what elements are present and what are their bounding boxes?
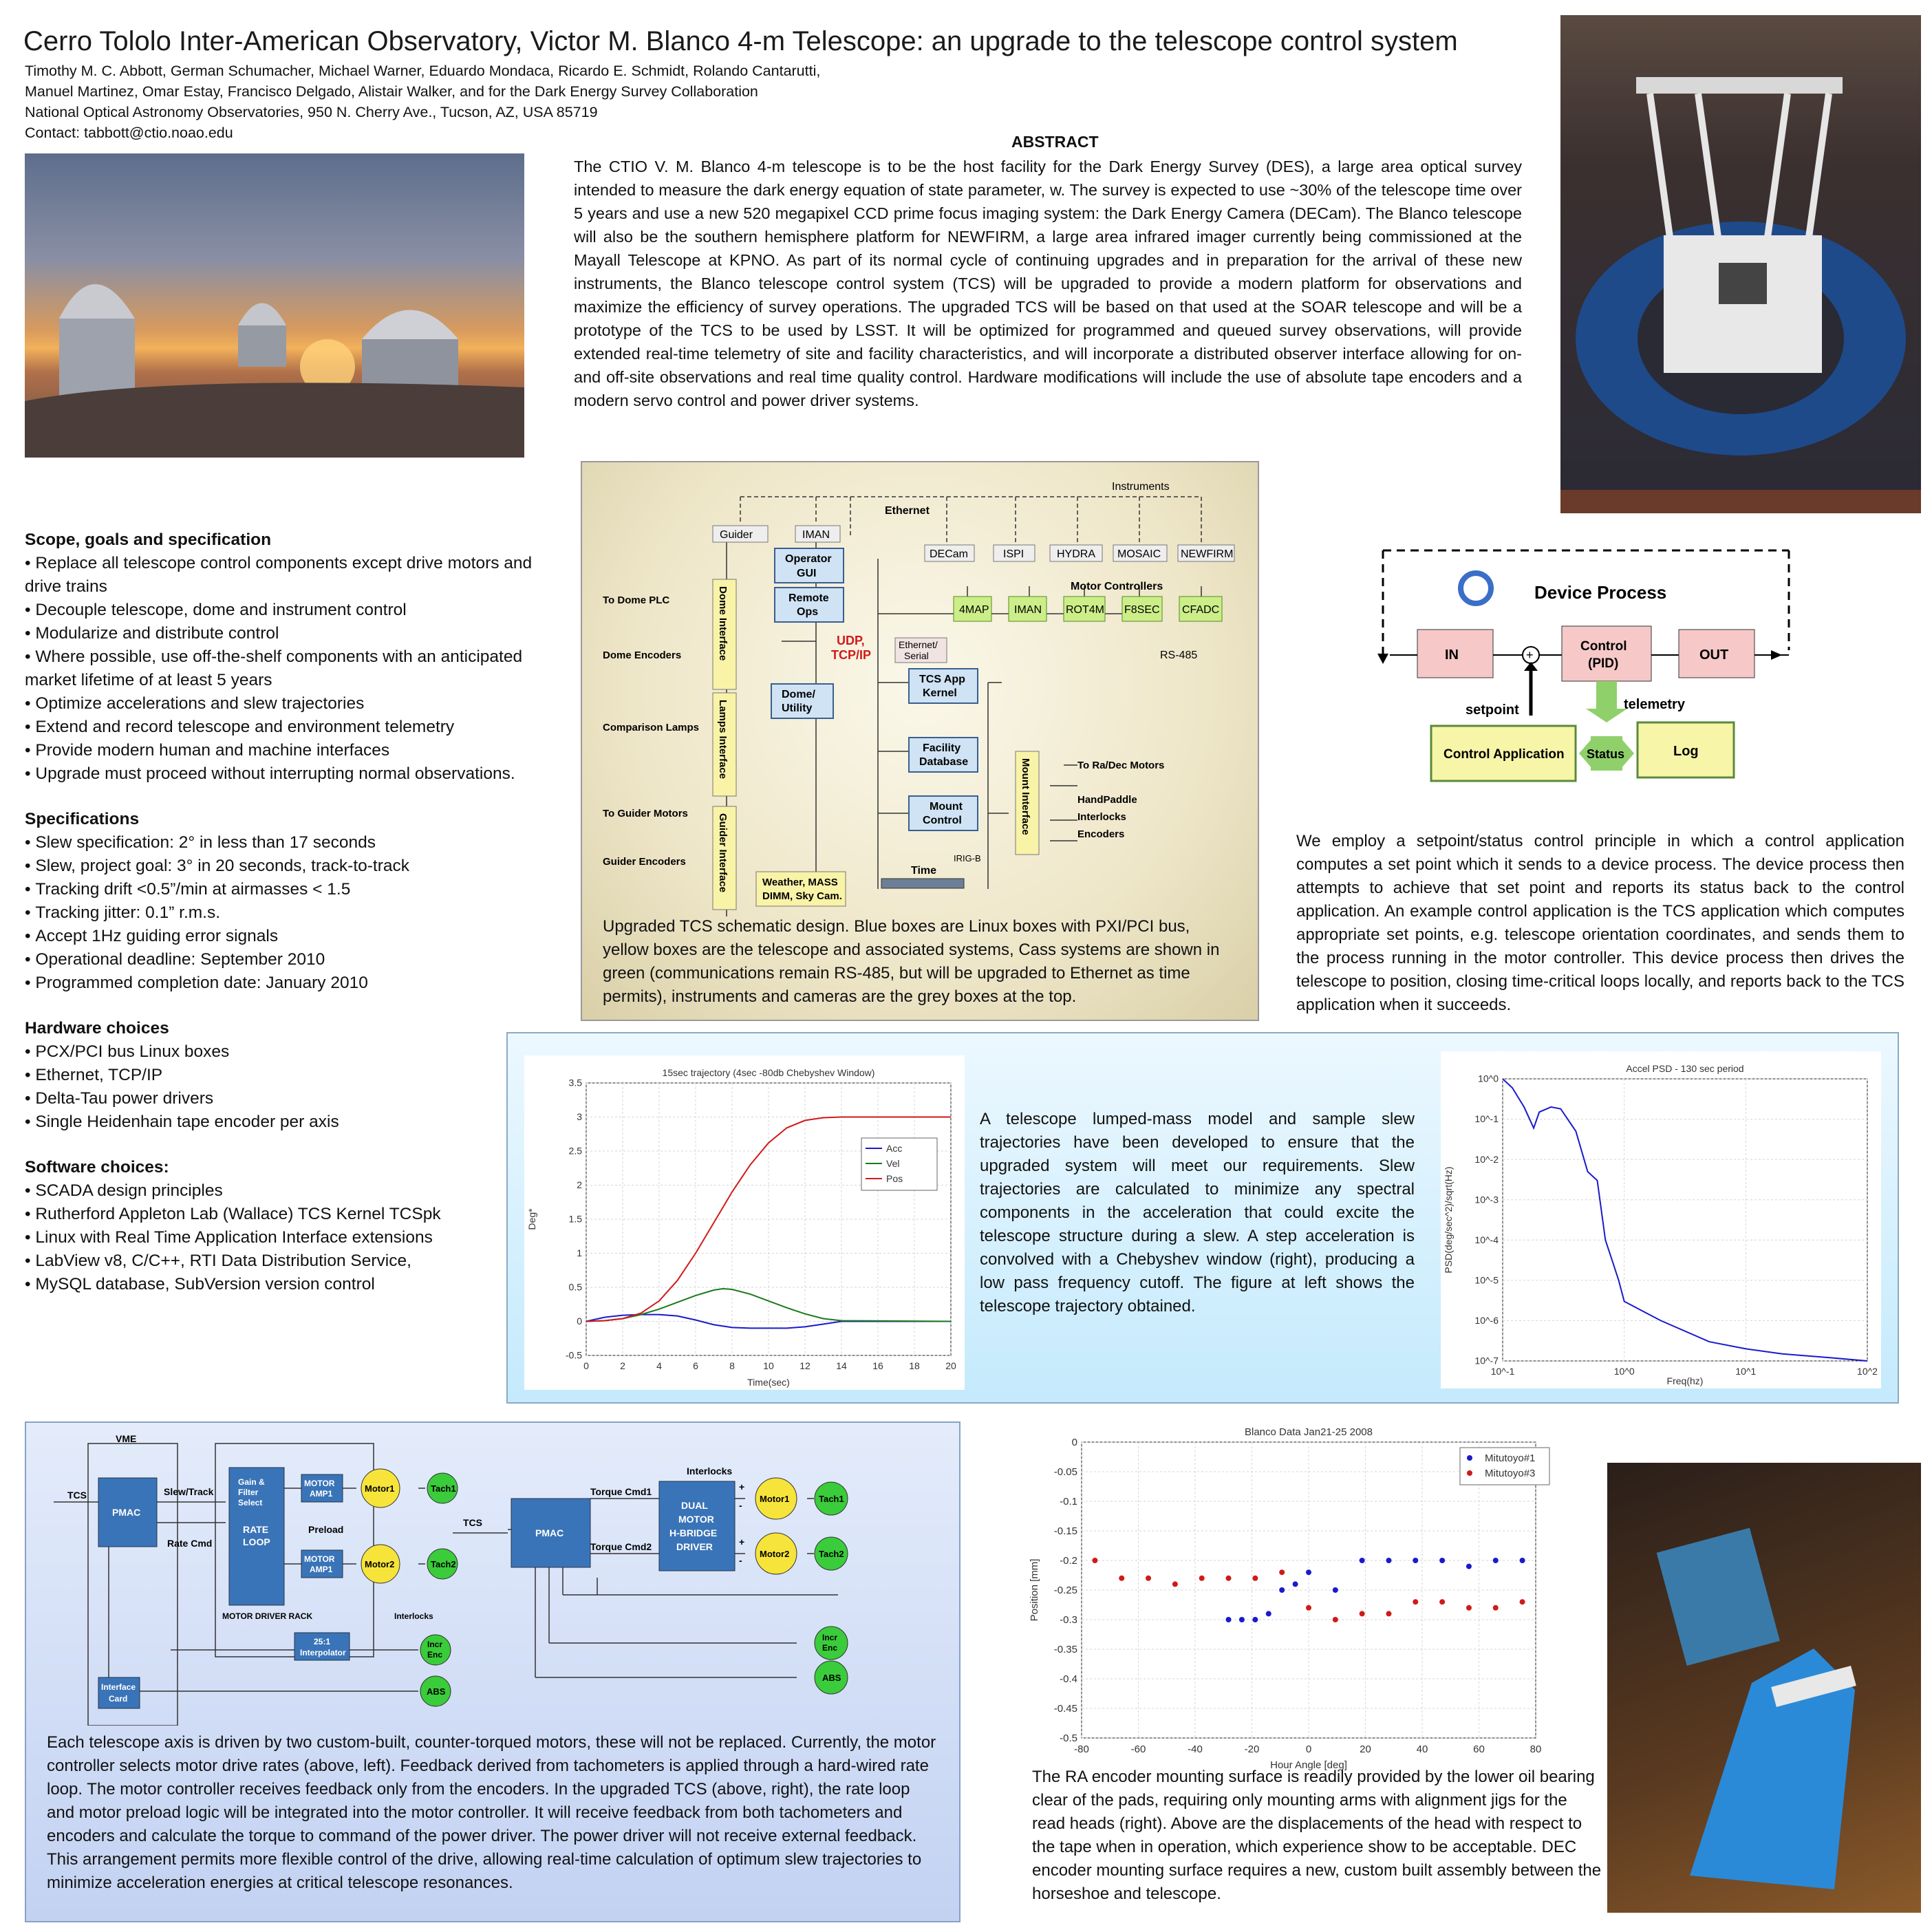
left-sections — [25, 528, 568, 1318]
dome-utility-line1: Dome/ — [782, 689, 815, 700]
y-tick-label: 1.5 — [568, 1213, 582, 1225]
list-item: • Decouple telescope, dome and instrument control — [25, 599, 568, 622]
motor1-right: Motor1 — [760, 1494, 790, 1504]
list-item: • Modularize and distribute control — [25, 622, 568, 645]
software-heading: Software choices: — [25, 1158, 169, 1177]
data-point — [1520, 1599, 1525, 1604]
inst-box: DECam — [930, 548, 969, 560]
encoder-text: The RA encoder mounting surface is readily provided by the lower oil bearing clear of the pads, requiring only mounting arms with alignment jigs for the read heads (right). Above are the displacements of the head with respect to the tape when in operation, which experience show to be acceptable. DEC encoder mounting surface requires a new, custom built assembly between the horseshoe and telescope. — [1032, 1768, 1602, 1903]
in-box: IN — [1445, 647, 1459, 663]
plus-top: + — [739, 1481, 745, 1492]
dome-interface-label: Dome Interface — [717, 586, 729, 661]
list-item: • LabView v8, C/C++, RTI Data Distribution Service, — [25, 1249, 568, 1273]
list-item: • Programmed completion date: January 2010 — [25, 972, 568, 995]
device-process-text: We employ a setpoint/status control principle in which a control application computes a set point which it sends to a device process. The device process then attempts to achieve that set point and reports its status back to the control application. An example control application is the TCS application which computes appropriate set points, e.g. telescope orientation coordinates, and sends them to the process running in the motor controller. This device process then drives the telescope to position, closing time-critical loops locally, and reports back to the TCS application when it succeeds. — [1296, 832, 1904, 1014]
data-point — [1333, 1587, 1338, 1593]
data-point — [1266, 1611, 1271, 1616]
data-point — [1493, 1558, 1499, 1563]
legend-label: Pos — [886, 1173, 903, 1184]
x-tick-label: -80 — [1074, 1743, 1089, 1755]
handpaddle-label: HandPaddle — [1077, 794, 1137, 806]
iman-box: IMAN — [802, 529, 830, 541]
tach1-right: Tach1 — [819, 1494, 844, 1504]
list-item: • Optimize accelerations and slew trajectories — [25, 692, 568, 716]
x-tick-label: 12 — [799, 1360, 811, 1371]
legend-label: Acc — [886, 1143, 903, 1154]
gain-line3: Select — [238, 1498, 263, 1507]
y-tick-label: -0.3 — [1060, 1614, 1077, 1626]
control-application-box: Control Application — [1443, 747, 1565, 762]
udp-line1: UDP, — [837, 634, 865, 647]
data-point — [1199, 1576, 1205, 1581]
x-tick-label: 4 — [656, 1360, 662, 1371]
incr-left-line2: Enc — [427, 1650, 443, 1660]
tcs-schematic-diagram — [582, 462, 1258, 916]
dome-utility-line2: Utility — [782, 702, 813, 714]
motor-text: Each telescope axis is driven by two custom-built, counter-torqued motors, these will not be replaced. Currently, the motor controller selects motor drive rates (above, left). Feedback derived from tachometers is applied through a hard-wired rate loop. The motor controller receives feedback only from the encoders. In the upgraded TCS (above, right), the rate loop and motor preload logic will be integrated into the motor controller. It will receive feedback from both tachometers and encoders and calculate the torque to command of the power driver. The power driver will not receive external feedback. This arrangement permits more flexible control of the drive, allowing real-time calculation of optimum slew trajectories to minimize acceleration energies at critical telescope resonances. — [47, 1733, 936, 1892]
mount-control-line1: Mount — [930, 801, 963, 813]
operator-gui-line1: Operator — [785, 553, 832, 565]
amp1-bottom-line1: MOTOR — [304, 1554, 335, 1564]
status-box: Status — [1587, 747, 1625, 761]
y-tick-label: 3 — [577, 1111, 582, 1123]
data-point — [1439, 1599, 1445, 1604]
rack-label: MOTOR DRIVER RACK — [222, 1611, 313, 1621]
x-tick-label: 0 — [1305, 1743, 1312, 1755]
motor-panel — [25, 1421, 960, 1922]
data-point — [1360, 1558, 1365, 1563]
telemetry-label: telemetry — [1624, 697, 1685, 712]
chart-title: 15sec trajectory (4sec -80db Chebyshev Window) — [662, 1067, 875, 1078]
data-point — [1293, 1581, 1298, 1587]
list-item: • PCX/PCI bus Linux boxes — [25, 1040, 568, 1064]
legend-marker — [1467, 1470, 1472, 1476]
list-item: • Upgrade must proceed without interrupting normal observations. — [25, 762, 568, 786]
x-tick-label: 60 — [1473, 1743, 1485, 1755]
tach1-left: Tach1 — [431, 1483, 456, 1494]
data-point — [1226, 1576, 1232, 1581]
inst-box: NEWFIRM — [1181, 548, 1234, 560]
to-guider-motors-label: To Guider Motors — [603, 808, 688, 819]
incr-right-line2: Enc — [822, 1643, 838, 1653]
irig-label: IRIG-B — [954, 853, 981, 863]
x-tick-label: 10^2 — [1857, 1366, 1878, 1377]
encoder-scatter-chart — [1027, 1415, 1563, 1772]
data-point — [1146, 1576, 1151, 1581]
list-item: • Extend and record telescope and environment telemetry — [25, 716, 568, 739]
list-item: • Provide modern human and machine interfaces — [25, 739, 568, 762]
iface-line2: Card — [109, 1694, 128, 1704]
inst-box: MOSAIC — [1117, 548, 1161, 560]
dual-line3: H-BRIDGE — [669, 1527, 718, 1538]
rate-line1: RATE — [243, 1524, 269, 1535]
y-tick-label: 10^-7 — [1474, 1355, 1499, 1366]
dual-line2: MOTOR — [678, 1514, 714, 1525]
torque2-label: Torque Cmd2 — [590, 1541, 652, 1552]
poster-title: Cerro Tololo Inter-American Observatory, Victor M. Blanco 4-m Telescope: an upgrade to the telescope control system — [23, 26, 1458, 56]
inst-box: HYDRA — [1057, 548, 1096, 560]
out-box: OUT — [1699, 647, 1729, 663]
motor-controllers-label: Motor Controllers — [1071, 581, 1163, 592]
y-tick-label: 0 — [577, 1316, 582, 1327]
setpoint-label: setpoint — [1466, 702, 1519, 718]
data-point — [1239, 1617, 1245, 1622]
motor-drive-diagram — [26, 1423, 959, 1726]
x-tick-label: 20 — [945, 1360, 956, 1371]
encoder-photo — [1607, 1463, 1921, 1913]
data-point — [1252, 1576, 1258, 1581]
y-tick-label: 0.5 — [568, 1281, 582, 1293]
pmac-box-right: PMAC — [535, 1527, 564, 1538]
psd-chart — [1441, 1051, 1881, 1388]
x-tick-label: -20 — [1244, 1743, 1260, 1755]
list-item: • Slew, project goal: 3° in 20 seconds, track-to-track — [25, 855, 568, 878]
encoders-label: Encoders — [1077, 828, 1125, 840]
dual-line4: DRIVER — [676, 1541, 713, 1552]
x-tick-label: 14 — [836, 1360, 847, 1371]
list-item: • Accept 1Hz guiding error signals — [25, 925, 568, 948]
rs485-label: RS-485 — [1160, 650, 1198, 661]
x-tick-label: -40 — [1188, 1743, 1203, 1755]
abstract-text: The CTIO V. M. Blanco 4-m telescope is to be the host facility for the Dark Energy Survey (DES), a large area optical survey intended to measure the dark energy equation of state parameter, w. The survey is expected to use ~30% of the telescope time over 5 years and use a new 520 megapixel CCD prime focus imaging system: the Dark Energy Camera (DECam). The Blanco telescope will also be the southern hemisphere platform for NEWFIRM, a large area infrared imager currently being commissioned at the Mayall Telescope at KPNO. As part of its normal cycle of continuing upgrades and in preparation for the arrival of these new instruments, the Blanco telescope control system (TCS) will be upgraded to provide a modern platform for observations and maximize the efficiency of survey operations. The upgraded TCS will be based on that used at the SOAR telescope and will be a prototype of the TCS to be used by LSST. It will be optimized for programmed and queued survey observations, will provide extended real-time telemetry of site and facility characteristics, and will incorporate a distributed observer interface allowing for on- and off-site observations and real time quality control. Hardware modifications will include the use of absolute tape encoders and a modern servo control and power driver systems. — [574, 158, 1522, 409]
software-list — [25, 1179, 568, 1296]
comparison-lamps-label: Comparison Lamps — [603, 722, 700, 733]
iface-line1: Interface — [101, 1682, 136, 1692]
y-axis-label: Position [mm] — [1029, 1558, 1040, 1622]
y-tick-label: 2.5 — [568, 1145, 582, 1157]
lamps-interface-label: Lamps Interface — [717, 700, 729, 780]
tcs-label-right: TCS — [463, 1517, 482, 1528]
slew-text: A telescope lumped-mass model and sample slew trajectories have been developed to ensure that the upgraded system will meet our requirements. Slew trajectories are calculated to minimize any spectral components in the acceleration that could excite the telescope structure during a slew. A step acceleration is convolved with a Chebyshev window (right), producing a low pass frequency cutoff. The figure at left shows the telescope trajectory obtained. — [980, 1110, 1415, 1316]
motor1-left: Motor1 — [365, 1483, 395, 1494]
list-item: • Operational deadline: September 2010 — [25, 948, 568, 972]
y-axis-label: PSD(deg/sec^2)/sqrt(Hz) — [1443, 1166, 1454, 1274]
instruments-label: Instruments — [1112, 481, 1170, 493]
x-tick-label: -60 — [1130, 1743, 1146, 1755]
legend-label: Mitutoyo#1 — [1485, 1452, 1536, 1464]
plot-area — [1503, 1079, 1867, 1361]
x-tick-label: 40 — [1416, 1743, 1428, 1755]
list-item: • Tracking drift <0.5”/min at airmasses < 1.5 — [25, 878, 568, 901]
x-tick-label: 8 — [729, 1360, 735, 1371]
x-tick-label: 18 — [909, 1360, 920, 1371]
x-tick-label: 2 — [620, 1360, 625, 1371]
y-tick-label: -0.25 — [1053, 1585, 1077, 1596]
x-tick-label: 16 — [872, 1360, 883, 1371]
torque1-label: Torque Cmd1 — [590, 1486, 652, 1497]
x-axis-label: Freq(hz) — [1666, 1375, 1704, 1386]
data-point — [1279, 1587, 1285, 1593]
tcs-schematic-panel — [581, 461, 1259, 1021]
y-tick-label: -0.35 — [1053, 1644, 1077, 1655]
ethernet-serial-line2: Serial — [904, 650, 929, 661]
preload-label: Preload — [308, 1524, 344, 1535]
data-point — [1360, 1611, 1365, 1616]
list-item: • Slew specification: 2° in less than 17 seconds — [25, 831, 568, 855]
interlocks-label: Interlocks — [1077, 811, 1126, 823]
y-tick-label: 0 — [1071, 1437, 1077, 1448]
y-tick-label: 1 — [577, 1247, 582, 1259]
vme-label: VME — [116, 1433, 137, 1444]
hardware-list — [25, 1040, 568, 1134]
data-point — [1439, 1558, 1445, 1563]
list-item: • Linux with Real Time Application Interface extensions — [25, 1226, 568, 1249]
tcs-label-left: TCS — [67, 1490, 87, 1501]
weather-line2: DIMM, Sky Cam. — [762, 890, 842, 902]
y-axis-label: Deg* — [526, 1208, 537, 1230]
y-tick-label: 10^-1 — [1474, 1113, 1499, 1125]
to-dome-plc-label: To Dome PLC — [603, 594, 670, 606]
minus-top: - — [739, 1500, 742, 1511]
plus-bottom: + — [739, 1536, 745, 1547]
telescope-photo — [1560, 15, 1921, 513]
data-point — [1092, 1558, 1097, 1563]
tcs-app-line2: Kernel — [923, 687, 957, 699]
list-item: • Where possible, use off-the-shelf components with an anticipated market lifetime of at least 5 years — [25, 645, 568, 692]
tcs-app-line1: TCS App — [919, 674, 965, 685]
y-tick-label: 2 — [577, 1179, 582, 1191]
time-label: Time — [911, 865, 937, 877]
y-tick-label: 10^-4 — [1474, 1234, 1499, 1245]
data-point — [1493, 1605, 1499, 1611]
ethernet-serial-line1: Ethernet/ — [899, 639, 938, 650]
tach2-right: Tach2 — [819, 1549, 844, 1559]
ethernet-label: Ethernet — [885, 505, 930, 517]
x-tick-label: 0 — [583, 1360, 589, 1371]
interp-line2: Interpolator — [300, 1648, 346, 1657]
slew-track-label: Slew/Track — [164, 1486, 214, 1497]
x-tick-label: 10^-1 — [1490, 1366, 1515, 1377]
legend-label: Mitutoyo#3 — [1485, 1468, 1536, 1479]
gain-line2: Filter — [238, 1488, 259, 1497]
observatory-sunset-photo — [25, 153, 524, 458]
minus-bottom: - — [739, 1555, 742, 1566]
x-axis-label: Hour Angle [deg] — [1270, 1759, 1347, 1771]
green-box: F8SEC — [1124, 604, 1160, 616]
facility-db-line2: Database — [919, 756, 969, 768]
abstract-heading: ABSTRACT — [1011, 133, 1099, 151]
authors-line-2: Manuel Martinez, Omar Estay, Francisco Delgado, Alistair Walker, and for the Dark Energy Survey Collaboration — [25, 83, 758, 100]
trajectory-chart — [524, 1055, 965, 1390]
slew-panel — [506, 1032, 1899, 1404]
list-item: • MySQL database, SubVersion version control — [25, 1273, 568, 1296]
list-item: • SCADA design principles — [25, 1179, 568, 1203]
y-tick-label: 10^0 — [1478, 1073, 1499, 1084]
list-item: • Single Heidenhain tape encoder per axis — [25, 1110, 568, 1134]
y-tick-label: -0.5 — [1060, 1732, 1077, 1744]
data-point — [1306, 1605, 1311, 1611]
mount-control-line2: Control — [923, 815, 962, 826]
data-point — [1252, 1617, 1258, 1622]
pmac-box-left: PMAC — [112, 1507, 141, 1518]
data-point — [1386, 1558, 1391, 1563]
x-tick-label: 80 — [1530, 1743, 1542, 1755]
data-point — [1226, 1617, 1232, 1622]
x-axis-label: Time(sec) — [747, 1377, 790, 1388]
refresh-icon — [1461, 573, 1491, 603]
guider-box: Guider — [720, 529, 753, 541]
data-point — [1386, 1611, 1391, 1616]
y-tick-label: 10^-5 — [1474, 1274, 1499, 1286]
y-tick-label: 10^-6 — [1474, 1315, 1499, 1327]
hardware-heading: Hardware choices — [25, 1019, 169, 1038]
interp-line1: 25:1 — [314, 1637, 331, 1646]
affiliation: National Optical Astronomy Observatories, 950 N. Cherry Ave., Tucson, AZ, USA 85719 — [25, 104, 598, 120]
to-radec-label: To Ra/Dec Motors — [1077, 760, 1165, 771]
dome-encoders-label: Dome Encoders — [603, 650, 682, 661]
y-tick-label: 10^-2 — [1474, 1153, 1499, 1165]
data-point — [1413, 1599, 1418, 1604]
green-box: ROT4M — [1066, 604, 1104, 616]
data-point — [1413, 1558, 1418, 1563]
sum-plus: + — [1526, 648, 1534, 662]
list-item: • Rutherford Appleton Lab (Wallace) TCS Kernel TCSpk — [25, 1203, 568, 1226]
motor2-left: Motor2 — [365, 1559, 395, 1569]
device-process-diagram — [1369, 537, 1810, 784]
data-point — [1119, 1576, 1124, 1581]
telescope-illustration — [1560, 15, 1921, 513]
legend-marker — [1467, 1455, 1472, 1461]
y-tick-label: -0.05 — [1053, 1466, 1077, 1478]
dual-line1: DUAL — [681, 1500, 708, 1511]
inst-box: ISPI — [1003, 548, 1024, 560]
tach2-left: Tach2 — [431, 1559, 456, 1569]
scope-list — [25, 552, 568, 786]
green-box: CFADC — [1182, 604, 1220, 616]
specifications-heading: Specifications — [25, 810, 140, 828]
data-point — [1466, 1564, 1472, 1569]
motor2-right: Motor2 — [760, 1549, 790, 1559]
x-tick-label: 10 — [763, 1360, 774, 1371]
schematic-caption: Upgraded TCS schematic design. Blue boxes are Linux boxes with PXI/PCI bus, yellow boxes are the telescope and associated systems, Cass systems are shown in green (communications remain RS-485, but will be upgraded to Ethernet as time permits), instruments and cameras are the grey boxes at the top. — [603, 917, 1220, 1006]
list-item: • Tracking jitter: 0.1” r.m.s. — [25, 901, 568, 925]
data-point — [1466, 1605, 1472, 1611]
data-point — [1520, 1558, 1525, 1563]
list-item: • Replace all telescope control components except drive motors and drive trains — [25, 552, 568, 599]
amp1-bottom-line2: AMP1 — [310, 1565, 333, 1574]
log-box: Log — [1673, 744, 1699, 759]
abs-left: ABS — [427, 1686, 446, 1697]
data-point — [1333, 1617, 1338, 1622]
data-point — [1172, 1581, 1178, 1587]
data-point — [1306, 1569, 1311, 1575]
y-tick-label: -0.5 — [565, 1349, 582, 1361]
operator-gui-line2: GUI — [797, 568, 817, 579]
remote-ops-line2: Ops — [797, 606, 819, 618]
authors-line-1: Timothy M. C. Abbott, German Schumacher, Michael Warner, Eduardo Mondaca, Ricardo E. Schmidt, Rolando Cantarutti, — [25, 63, 821, 79]
y-tick-label: 3.5 — [568, 1077, 582, 1088]
guider-interface-label: Guider Interface — [717, 813, 729, 893]
interlocks-left: Interlocks — [394, 1611, 433, 1621]
x-tick-label: 10^1 — [1735, 1366, 1757, 1377]
incr-left-line1: Incr — [427, 1640, 443, 1649]
abs-right: ABS — [822, 1673, 841, 1683]
facility-db-line1: Facility — [923, 742, 961, 754]
list-item: • Delta-Tau power drivers — [25, 1087, 568, 1110]
author-block — [25, 61, 820, 143]
y-tick-label: -0.2 — [1060, 1555, 1077, 1567]
legend-label: Vel — [886, 1158, 900, 1169]
list-item: • Ethernet, TCP/IP — [25, 1064, 568, 1087]
interlocks-right: Interlocks — [687, 1466, 733, 1477]
gain-line1: Gain & — [238, 1477, 265, 1487]
green-box: IMAN — [1014, 604, 1042, 616]
y-tick-label: -0.1 — [1060, 1496, 1077, 1507]
y-tick-label: -0.4 — [1060, 1673, 1077, 1685]
x-tick-label: 20 — [1360, 1743, 1371, 1755]
y-tick-label: 10^-3 — [1474, 1194, 1499, 1205]
control-line1: Control — [1580, 639, 1627, 654]
scope-heading: Scope, goals and specification — [25, 530, 272, 549]
incr-right-line1: Incr — [822, 1633, 838, 1642]
remote-ops-line1: Remote — [788, 592, 829, 604]
chart-title: Accel PSD - 130 sec period — [1626, 1063, 1744, 1074]
rate-line2: LOOP — [243, 1536, 270, 1547]
rate-cmd-label: Rate Cmd — [167, 1538, 213, 1549]
guider-encoders-label: Guider Encoders — [603, 856, 686, 868]
green-box: 4MAP — [959, 604, 989, 616]
data-point — [1279, 1569, 1285, 1575]
y-tick-label: -0.15 — [1053, 1525, 1077, 1537]
observatory-domes-illustration — [25, 153, 524, 458]
amp1-top-line2: AMP1 — [310, 1489, 333, 1499]
specifications-list — [25, 831, 568, 995]
chart-title: Blanco Data Jan21-25 2008 — [1245, 1426, 1373, 1438]
x-tick-label: 10^0 — [1613, 1366, 1635, 1377]
amp1-top-line1: MOTOR — [304, 1479, 335, 1488]
udp-line2: TCP/IP — [831, 648, 872, 662]
x-tick-label: 6 — [693, 1360, 698, 1371]
y-tick-label: -0.45 — [1053, 1703, 1077, 1715]
mount-interface-label: Mount Interface — [1020, 758, 1031, 835]
weather-line1: Weather, MASS — [762, 877, 838, 888]
device-process-title: Device Process — [1534, 582, 1667, 603]
control-line2: (PID) — [1588, 656, 1619, 671]
contact: Contact: tabbott@ctio.noao.edu — [25, 125, 233, 141]
encoder-illustration — [1607, 1463, 1921, 1913]
